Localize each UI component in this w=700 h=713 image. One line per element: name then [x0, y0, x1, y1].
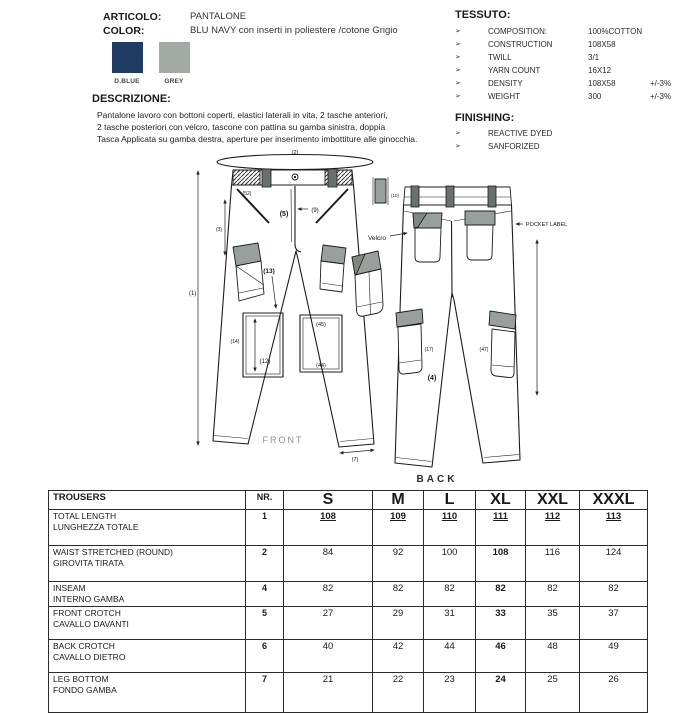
description-title: DESCRIZIONE: — [92, 93, 171, 105]
measure-name-it: LUNGHEZZA TOTALE — [53, 522, 139, 532]
spec-value: 300 — [588, 92, 602, 101]
finishing-title: FINISHING: — [455, 112, 515, 124]
drawing-label: (2) — [291, 150, 299, 156]
column-header-xl: XL — [476, 491, 526, 510]
size-value-cell: 21 — [284, 673, 373, 713]
description-line: Tasca Applicata su gamba destra, aperture per inserimento imbottiture alle ginocchia. — [97, 134, 418, 144]
size-value-cell: 49 — [580, 640, 648, 673]
measure-name-it: FONDO GAMBA — [53, 685, 117, 695]
size-value-cell: 42 — [373, 640, 424, 673]
spec-value: 3/1 — [588, 53, 600, 62]
measure-nr-cell: 4 — [246, 582, 284, 607]
size-value-cell: 37 — [580, 607, 648, 640]
swatch-dblue-label: D.BLUE — [114, 78, 140, 85]
size-value-cell: 109 — [373, 510, 424, 546]
drawing-label: Velcro — [367, 235, 387, 242]
size-value-cell: 25 — [526, 673, 580, 713]
spec-label: DENSITY — [488, 79, 523, 88]
size-value-cell: 22 — [373, 673, 424, 713]
drawing-label: (10) — [390, 193, 400, 198]
drawing-label: (13) — [263, 268, 275, 275]
measure-name-it: INTERNO GAMBA — [53, 594, 125, 604]
spec-tolerance — [650, 51, 700, 64]
drawing-label: (9) — [311, 208, 319, 214]
spec-row — [455, 64, 700, 77]
description-line: Pantalone lavoro con bottoni coperti, elastici laterali in vita, 2 tasche anteriori, — [97, 110, 388, 120]
column-header-trousers: TROUSERS — [49, 491, 246, 510]
swatch-grey — [154, 42, 194, 85]
description-text — [92, 109, 462, 145]
size-table-header-row — [49, 491, 648, 510]
measure-name-en: LEG BOTTOM — [53, 674, 109, 684]
arrow-bullet-icon: ➢ — [455, 41, 461, 48]
drawing-label: (1) — [189, 291, 197, 297]
size-value-cell: 40 — [284, 640, 373, 673]
measure-name-en: INSEAM — [53, 583, 86, 593]
trousers-sketch — [185, 145, 595, 497]
table-row — [49, 582, 648, 607]
spec-value: 108X58 — [588, 40, 616, 49]
articolo-label: ARTICOLO: — [103, 11, 162, 23]
size-value-cell: 46 — [476, 640, 526, 673]
size-value-cell: 112 — [526, 510, 580, 546]
spec-label: CONSTRUCTION — [488, 40, 553, 49]
column-header-s: S — [284, 491, 373, 510]
arrow-bullet-icon: ➢ — [455, 93, 461, 100]
description-section — [92, 93, 462, 145]
arrow-bullet-icon: ➢ — [455, 28, 461, 35]
drawing-label: (44) — [316, 363, 326, 369]
color-swatches — [107, 42, 194, 85]
description-line: 2 tasche posteriori con velcro, tascone con pattina su gamba sinistra, doppia — [97, 122, 386, 132]
column-header-l: L — [424, 491, 476, 510]
size-value-cell: 27 — [284, 607, 373, 640]
size-table — [48, 490, 648, 713]
size-value-cell: 23 — [424, 673, 476, 713]
swatch-grey-color — [159, 42, 190, 73]
arrow-bullet-icon: ➢ — [455, 54, 461, 61]
size-value-cell: 84 — [284, 546, 373, 582]
drawing-label: (45) — [316, 322, 326, 328]
measure-name-cell — [49, 582, 246, 607]
spec-value: 100%COTTON — [588, 27, 643, 36]
measure-name-en: WAIST STRETCHED (ROUND) — [53, 547, 173, 557]
swatch-grey-label: GREY — [164, 78, 184, 85]
measure-name-cell — [49, 546, 246, 582]
arrow-bullet-icon: ➢ — [455, 130, 461, 137]
drawing-label: (52) — [242, 191, 252, 197]
measure-nr-cell: 7 — [246, 673, 284, 713]
spec-row — [455, 77, 700, 90]
swatch-dblue-color — [112, 42, 143, 73]
table-row — [49, 607, 648, 640]
size-value-cell: 35 — [526, 607, 580, 640]
spec-label: YARN COUNT — [488, 66, 541, 75]
spec-tolerance: +/-3% — [650, 79, 672, 88]
measure-name-it: GIROVITA TIRATA — [53, 558, 124, 568]
tessuto-spec-list — [455, 25, 700, 103]
article-header — [103, 10, 453, 38]
drawing-label: (5) — [279, 211, 289, 218]
measure-nr-cell: 6 — [246, 640, 284, 673]
table-row — [49, 546, 648, 582]
finishing-row — [455, 127, 700, 140]
finishing-item: REACTIVE DYED — [488, 129, 553, 138]
drawing-label: (14) — [230, 339, 240, 345]
tessuto-title: TESSUTO: — [455, 9, 511, 21]
technical-drawing — [185, 145, 595, 497]
measure-nr-cell: 5 — [246, 607, 284, 640]
size-value-cell: 31 — [424, 607, 476, 640]
column-header-nr-: NR. — [246, 491, 284, 510]
arrow-bullet-icon: ➢ — [455, 67, 461, 74]
size-value-cell: 82 — [526, 582, 580, 607]
drawing-label: BACK — [416, 474, 458, 485]
articolo-value: PANTALONE — [190, 11, 247, 22]
spec-label: COMPOSITION: — [488, 27, 548, 36]
size-value-cell: 24 — [476, 673, 526, 713]
size-value-cell: 111 — [476, 510, 526, 546]
drawing-label: (7) — [351, 457, 359, 463]
drawing-label: (3) — [215, 227, 223, 233]
size-value-cell: 29 — [373, 607, 424, 640]
spec-row — [455, 25, 700, 38]
drawing-label: FRONT — [262, 435, 304, 445]
spec-label: WEIGHT — [488, 92, 520, 101]
table-row — [49, 640, 648, 673]
column-header-xxl: XXL — [526, 491, 580, 510]
fabric-section — [455, 9, 700, 153]
finishing-item: SANFORIZED — [488, 142, 540, 151]
swatch-dblue — [107, 42, 147, 85]
arrow-bullet-icon: ➢ — [455, 80, 461, 87]
color-value: BLU NAVY con inserti in poliestere /cotone Grigio — [190, 25, 398, 36]
column-header-xxxl: XXXL — [580, 491, 648, 510]
spec-row — [455, 38, 700, 51]
spec-tolerance: +/-3% — [650, 92, 672, 101]
measure-name-en: TOTAL LENGTH — [53, 511, 117, 521]
table-row — [49, 673, 648, 713]
size-value-cell: 33 — [476, 607, 526, 640]
size-value-cell: 44 — [424, 640, 476, 673]
size-value-cell: 124 — [580, 546, 648, 582]
measure-name-en: BACK CROTCH — [53, 641, 115, 651]
drawing-label: (17) — [424, 347, 434, 353]
size-value-cell: 48 — [526, 640, 580, 673]
size-value-cell: 82 — [284, 582, 373, 607]
color-label: COLOR: — [103, 25, 145, 37]
measure-name-cell — [49, 607, 246, 640]
drawing-label: (4) — [427, 375, 437, 382]
spec-label: TWILL — [488, 53, 512, 62]
size-value-cell: 82 — [373, 582, 424, 607]
spec-row — [455, 51, 700, 64]
size-value-cell: 92 — [373, 546, 424, 582]
spec-tolerance — [650, 38, 700, 51]
spec-tolerance — [650, 64, 700, 77]
size-value-cell: 82 — [476, 582, 526, 607]
size-value-cell: 108 — [284, 510, 373, 546]
measure-name-cell — [49, 673, 246, 713]
spec-tolerance — [650, 25, 700, 38]
drawing-label: POCKET LABEL — [526, 222, 568, 228]
drawing-label: (12) — [259, 359, 271, 365]
size-value-cell: 108 — [476, 546, 526, 582]
measure-nr-cell: 2 — [246, 546, 284, 582]
measure-name-en: FRONT CROTCH — [53, 608, 121, 618]
back-view — [395, 186, 537, 467]
table-row — [49, 510, 648, 546]
size-value-cell: 26 — [580, 673, 648, 713]
measure-name-cell — [49, 510, 246, 546]
measure-name-it: CAVALLO DAVANTI — [53, 619, 129, 629]
size-value-cell: 82 — [580, 582, 648, 607]
drawing-label: (47) — [479, 347, 489, 353]
size-value-cell: 100 — [424, 546, 476, 582]
measure-name-cell — [49, 640, 246, 673]
spec-value: 108X58 — [588, 79, 616, 88]
front-view — [198, 155, 374, 454]
size-value-cell: 113 — [580, 510, 648, 546]
size-value-cell: 116 — [526, 546, 580, 582]
spec-value: 16X12 — [588, 66, 612, 75]
size-value-cell: 110 — [424, 510, 476, 546]
spec-row — [455, 90, 700, 103]
size-value-cell: 82 — [424, 582, 476, 607]
measure-name-it: CAVALLO DIETRO — [53, 652, 126, 662]
column-header-m: M — [373, 491, 424, 510]
measure-nr-cell: 1 — [246, 510, 284, 546]
arrow-bullet-icon: ➢ — [455, 143, 461, 150]
